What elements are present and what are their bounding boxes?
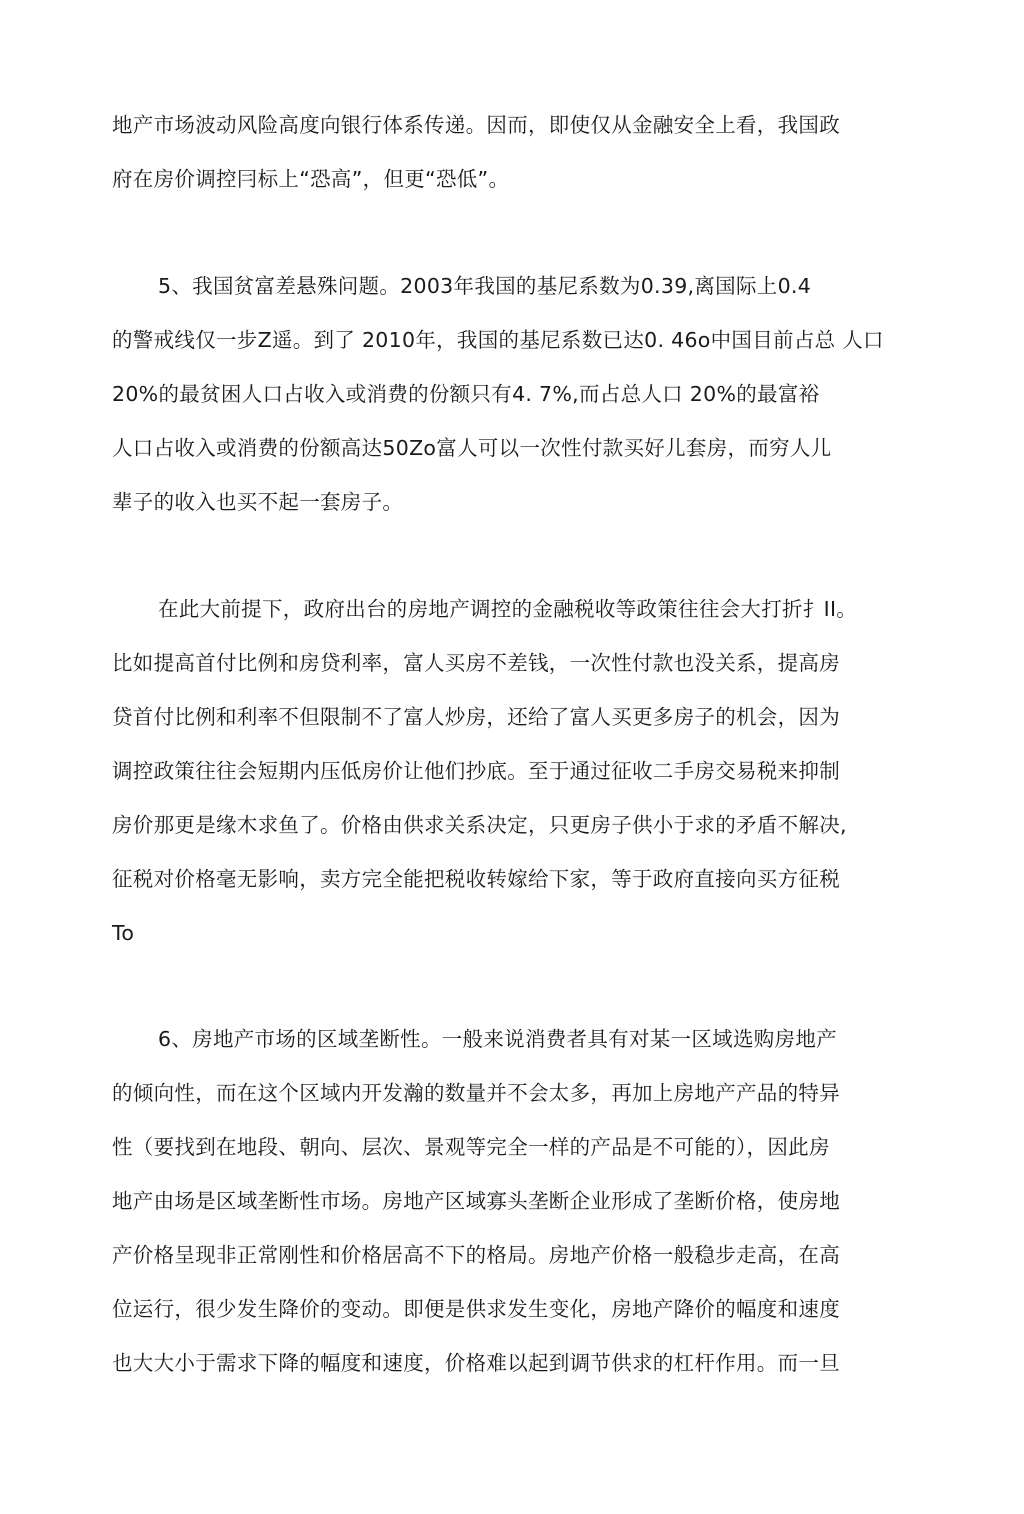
text-line: 6、房地产市场的区域垄断性。一般来说消费者具有对某一区域选购房地产 (158, 1027, 837, 1051)
text-line: 20%的最贫困人口占收入或消费的份额只有4. 7%,而占总人口 20%的最富裕 (112, 382, 820, 406)
text-line: 产价格呈现非正常刚性和价格居高不下的格局。房地产价格一般稳步走高，在高 (112, 1243, 840, 1267)
text-line: 贷首付比例和利率不但限制不了富人炒房，还给了富人买更多房子的机会，因为 (112, 705, 840, 729)
text-line: 也大大小于需求下降的幅度和速度，价格难以起到调节供求的杠杆作用。而一旦 (112, 1351, 840, 1375)
text-line: 地产市场波动风险高度向银行体系传递。因而，即使仅从金融安全上看，我国政 (112, 113, 840, 137)
text-line: 辈子的收入也买不起一套房子。 (112, 490, 404, 514)
text-line: 调控政策往往会短期内压低房价让他们抄底。至于通过征收二手房交易税来抑制 (112, 759, 840, 783)
text-line: 地产由场是区域垄断性市场。房地产区域寡头垄断企业形成了垄断价格，使房地 (112, 1189, 840, 1213)
text-line: 比如提高首付比例和房贷利率，富人买房不差钱，一次性付款也没关系，提高房 (112, 651, 840, 675)
text-line: 房价那更是缘木求鱼了。价格由供求关系决定，只更房子供小于求的矛盾不解决, (112, 813, 847, 837)
text-line: 的警戒线仅一步Z遥。到了 2010年，我国的基尼系数已达0. 46o中国目前占总 人口 (112, 328, 884, 352)
text-line: 人口占收入或消费的份额高达50Zo富人可以一次性付款买好儿套房，而穷人儿 (112, 436, 832, 460)
text-line: 性（要找到在地段、朝向、层次、景观等完全一样的产品是不可能的），因此房 (112, 1135, 830, 1159)
text-line: 5、我国贫富差悬殊问题。2003年我国的基尼系数为0.39,离国际上0.4 (158, 274, 812, 298)
text-line: 在此大前提下，政府出台的房地产调控的金融税收等政策往往会大打折扌II。 (158, 597, 858, 621)
text-line: 的倾向性，而在这个区域内开发瀚的数量并不会太多，再加上房地产产品的特异 (112, 1081, 840, 1105)
text-line: 征税对价格毫无影响，卖方完全能把税收转嫁给下家，等于政府直接向买方征税 (112, 867, 840, 891)
text-line: To (112, 921, 135, 945)
text-line: 位运行，很少发生降价的变动。即便是供求发生变化，房地产降价的幅度和速度 (112, 1297, 840, 1321)
text-line: 府在房价调控冃标上“恐高”，但更“恐低”。 (112, 167, 510, 191)
